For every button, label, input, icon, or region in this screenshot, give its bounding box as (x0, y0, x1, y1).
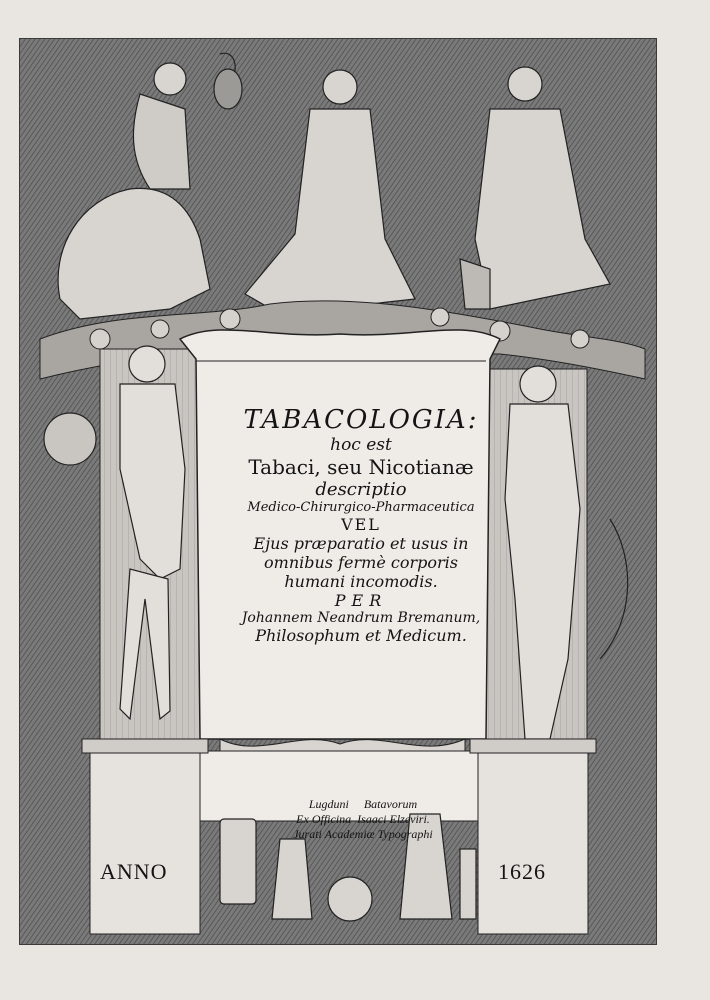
title-line-7: Ejus præparatio et usus in (253, 534, 469, 553)
title-line-3: Tabaci, seu Nicotianæ (248, 455, 474, 479)
book-title: TABACOLOGIA: (243, 405, 479, 435)
imprint-officina-2: Isaaci Elzeviri. (357, 812, 430, 826)
author-title: Philosophum et Medicum. (255, 626, 467, 645)
pedestal-left (90, 744, 200, 934)
title-line-9: humani incomodis. (284, 572, 438, 591)
year-label: 1626 (498, 859, 546, 884)
imprint-city-1: Lugduni (308, 797, 349, 811)
imprint-officina-1: Ex Officina (296, 812, 352, 826)
anno-label: ANNO (100, 859, 168, 884)
imprint (220, 797, 506, 842)
title-line-5: Medico-Chirurgico-Pharmaceutica (247, 500, 475, 515)
title-line-4: descriptio (315, 479, 407, 500)
title-line-6: VEL (341, 515, 381, 534)
title-line-8: omnibus fermè corporis (264, 553, 458, 572)
hoc-est-line: hoc est (330, 435, 392, 455)
imprint-city-2: Batavorum (363, 797, 418, 811)
author-name: Johannem Neandrum Bremanum, (241, 610, 481, 626)
per-line: PER (334, 591, 388, 610)
title-cartouche (216, 399, 506, 784)
imprint-typographer: Jurati Academiæ Typographi (293, 827, 433, 841)
engraved-plate (19, 38, 657, 945)
